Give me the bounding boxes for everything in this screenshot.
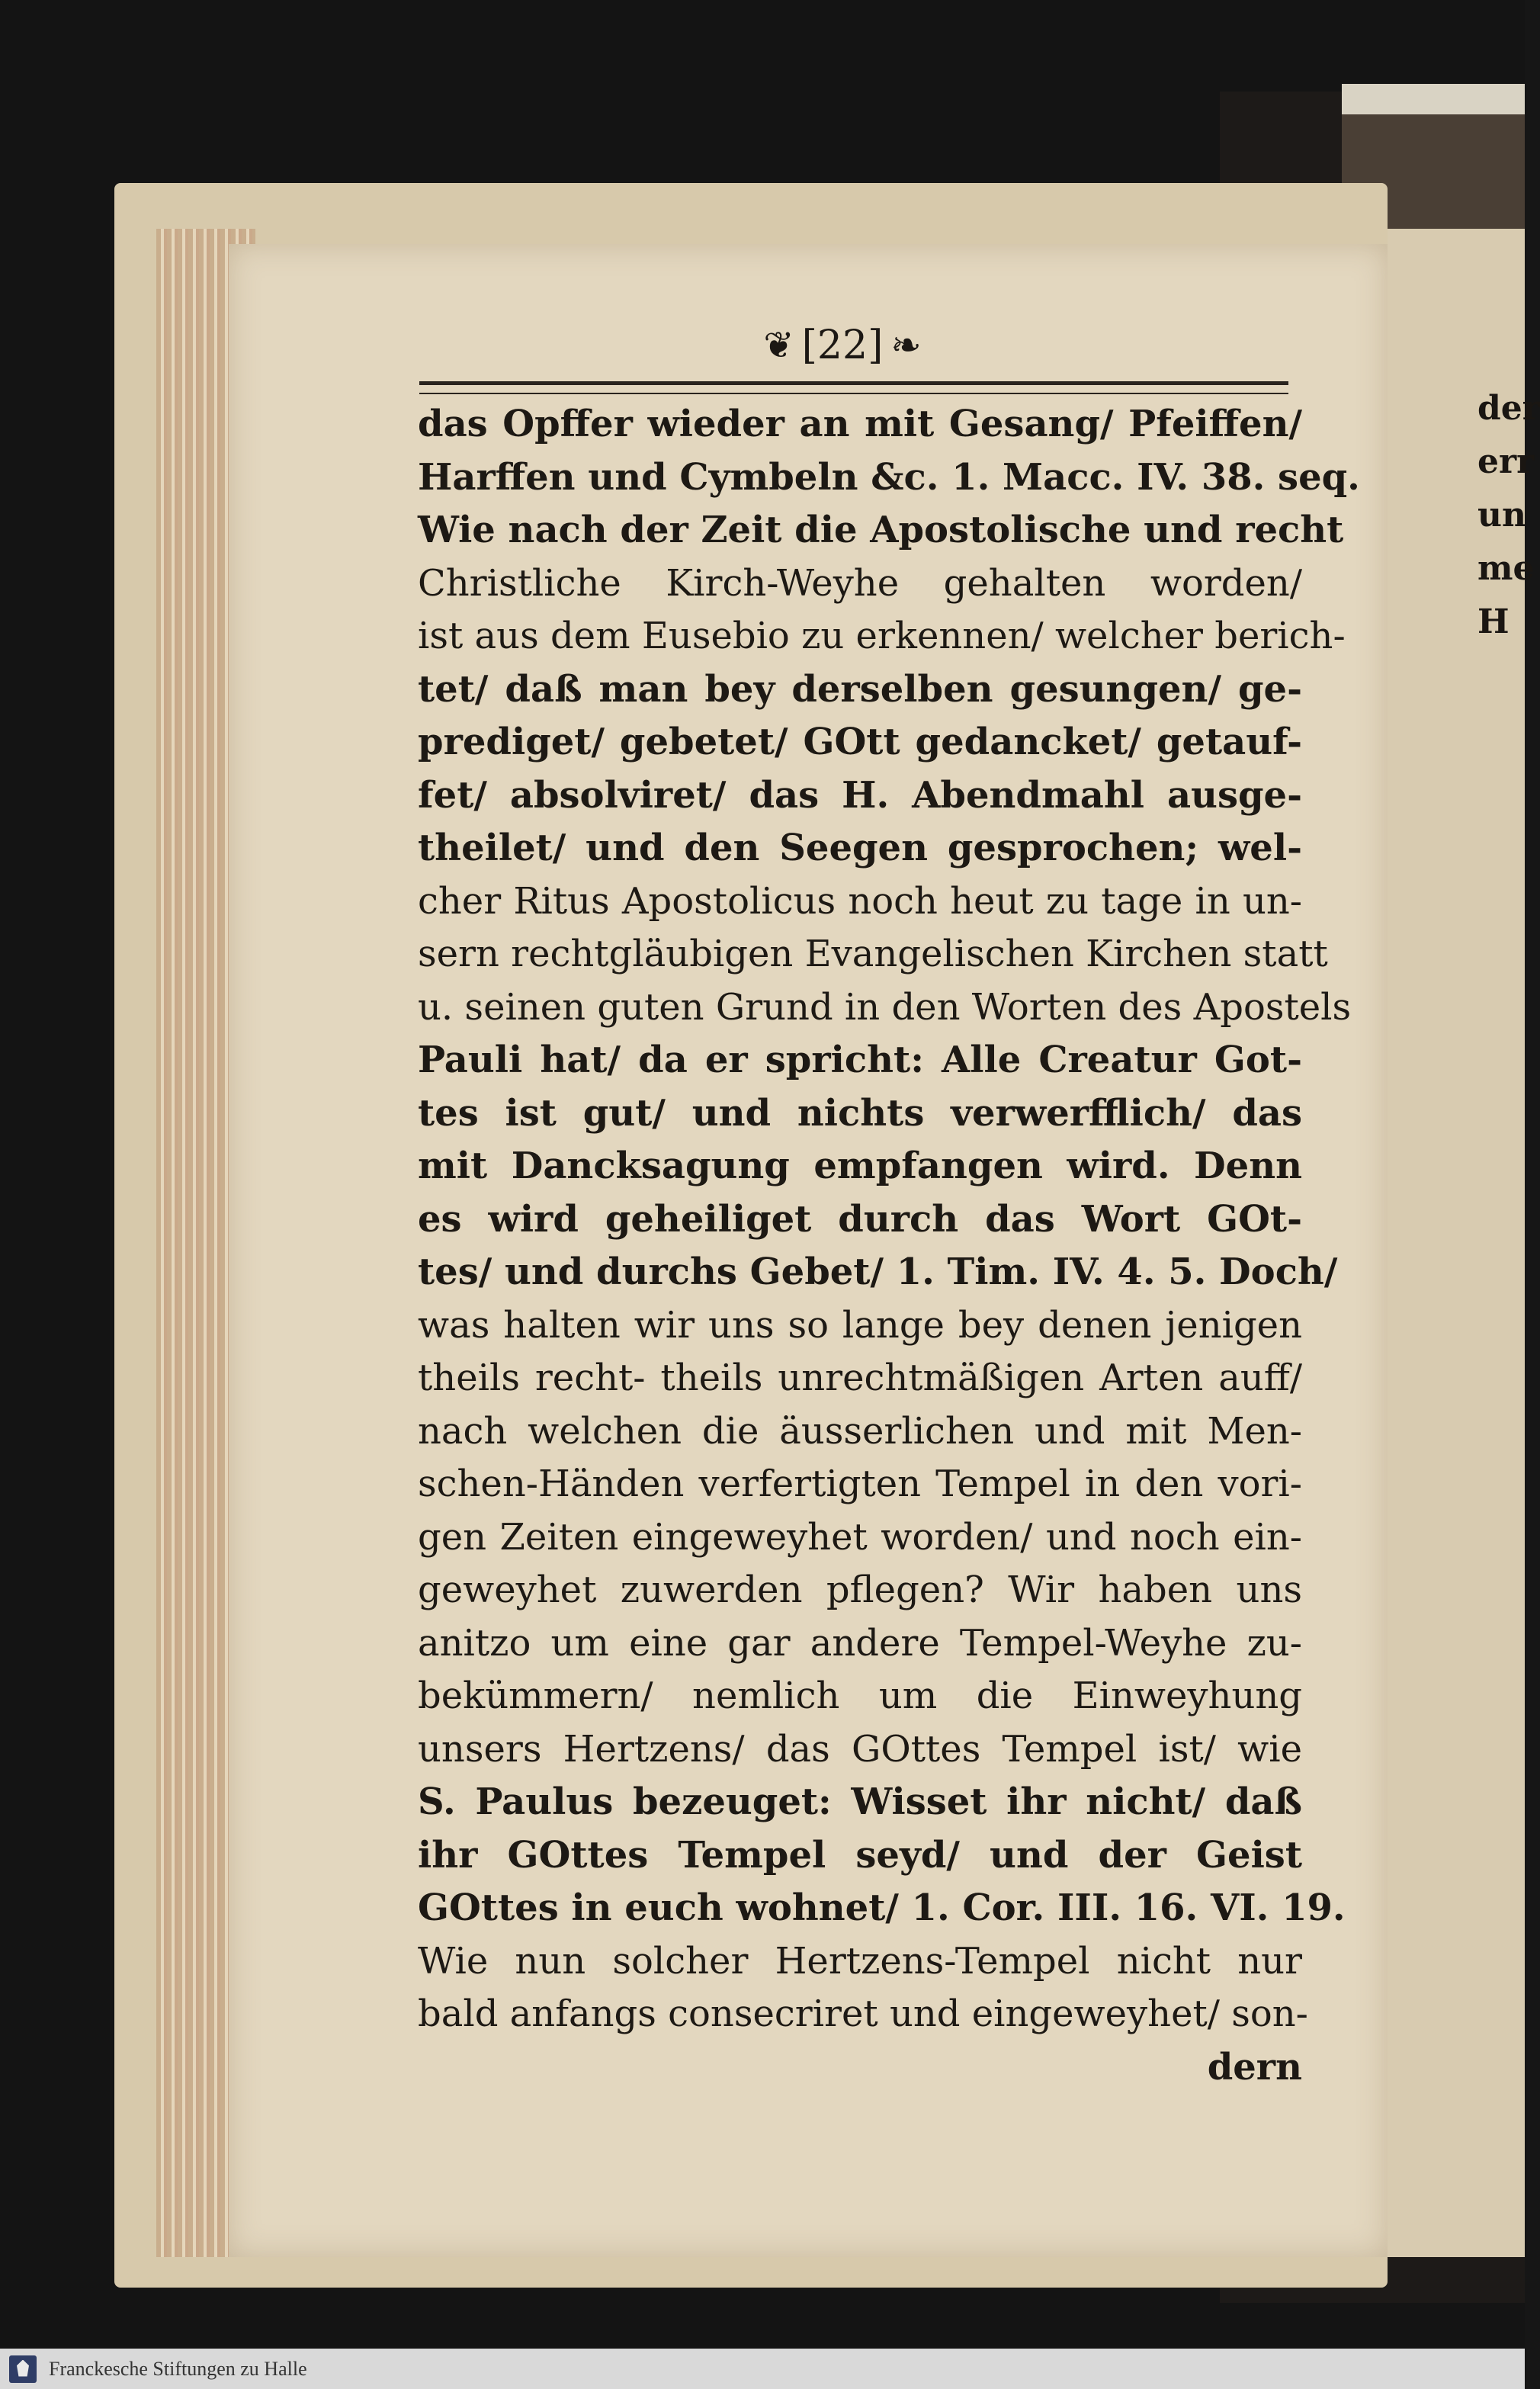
text-line: S. Paulus bezeuget: Wisset ihr nicht/ daß bbox=[418, 1781, 1302, 1823]
text-line: tes/ und durchs Gebet/ 1. Tim. IV. 4. 5. Doch/ bbox=[418, 1251, 1338, 1293]
text-line: das Opffer wieder an mit Gesang/ Pfeiffen/ bbox=[418, 403, 1302, 445]
text-line: dern bbox=[1207, 2045, 1302, 2089]
page-number: [22] bbox=[801, 323, 884, 368]
text-line: Wie nun solcher Hertzens-Tempel nicht nur bbox=[418, 1939, 1302, 1983]
text-line: GOttes in euch wohnet/ 1. Cor. III. 16. VI. 19. bbox=[418, 1886, 1346, 1929]
text-line: prediget/ gebetet/ GOtt gedancket/ getauf- bbox=[418, 721, 1302, 763]
text-line: tet/ daß man bey derselben gesungen/ ge- bbox=[418, 667, 1302, 711]
neighbor-fragment: err bbox=[1477, 442, 1535, 481]
neighbor-fragment: un bbox=[1477, 496, 1526, 535]
text-line: Pauli hat/ da er spricht: Alle Creatur Got- bbox=[418, 1039, 1302, 1081]
text-line: Wie nach der Zeit die Apostolische und recht bbox=[418, 509, 1344, 551]
text-line: gen Zeiten eingeweyhet worden/ und noch ein- bbox=[418, 1515, 1302, 1559]
text-line: u. seinen guten Grund in den Worten des Apostels bbox=[418, 985, 1352, 1029]
text-line: bekümmern/ nemlich um die Einweyhung bbox=[418, 1675, 1302, 1717]
text-line: anitzo um eine gar andere Tempel-Weyhe zu- bbox=[418, 1621, 1302, 1665]
header-rule bbox=[419, 381, 1288, 394]
text-line: nach welchen die äusserlichen und mit Men- bbox=[418, 1409, 1302, 1453]
text-line: theils recht- theils unrechtmäßigen Arten auff/ bbox=[418, 1357, 1302, 1399]
text-line: es wird geheiliget durch das Wort GOt- bbox=[418, 1197, 1302, 1241]
text-line: fet/ absolviret/ das H. Abendmahl ausge- bbox=[418, 773, 1302, 817]
text-line: ist aus dem Eusebio zu erkennen/ welcher berich- bbox=[418, 615, 1346, 657]
page-text bbox=[418, 398, 1360, 2094]
text-line: sern rechtgläubigen Evangelischen Kirchen statt bbox=[418, 933, 1328, 975]
text-line: theilet/ und den Seegen gesprochen; wel- bbox=[418, 827, 1302, 869]
institution-name: Franckesche Stiftungen zu Halle bbox=[49, 2357, 307, 2380]
text-line: mit Dancksagung empfangen wird. Denn bbox=[418, 1145, 1302, 1187]
text-line: cher Ritus Apostolicus noch heut zu tage in un- bbox=[418, 879, 1302, 923]
text-line: was halten wir uns so lange bey denen jenigen bbox=[418, 1303, 1302, 1347]
text-line: Christliche Kirch-Weyhe gehalten worden/ bbox=[418, 561, 1302, 605]
text-line: ihr GOttes Tempel seyd/ und der Geist bbox=[418, 1833, 1302, 1877]
left-ornament-icon: ❦ bbox=[763, 324, 794, 367]
text-line: bald anfangs consecriret und eingeweyhet/ son- bbox=[418, 1992, 1308, 2035]
right-ornament-icon: ❧ bbox=[890, 324, 922, 367]
text-line: Harffen und Cymbeln &c. 1. Macc. IV. 38. seq. bbox=[418, 455, 1360, 499]
neighbor-fragment: H bbox=[1477, 602, 1510, 641]
neighbor-fragment: der bbox=[1477, 389, 1540, 428]
page-header bbox=[732, 319, 953, 372]
text-line: tes ist gut/ und nichts verwerfflich/ das bbox=[418, 1091, 1302, 1135]
neighbor-fragment: me bbox=[1477, 549, 1535, 588]
text-line: schen-Händen verfertigten Tempel in den vori- bbox=[418, 1463, 1302, 1505]
text-line: geweyhet zuwerden pflegen? Wir haben uns bbox=[418, 1569, 1302, 1611]
text-line: unsers Hertzens/ das GOttes Tempel ist/ wie bbox=[418, 1727, 1302, 1771]
footer-bar bbox=[0, 2349, 1525, 2389]
institution-logo-icon bbox=[9, 2355, 37, 2383]
